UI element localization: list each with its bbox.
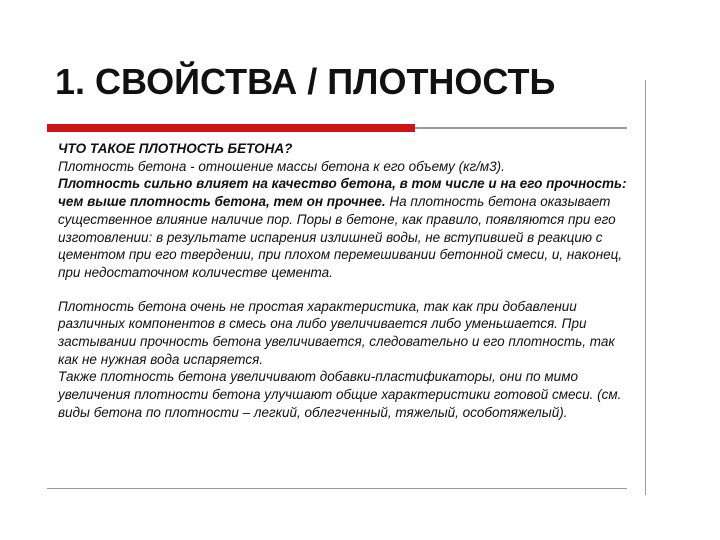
definition-text: Плотность бетона - отношение массы бетона к его объему (кг/м3). [58,158,505,174]
paragraph-3: Также плотность бетона увеличивают добавки-пластификаторы, они по мимо увеличения плотности бетона улучшают общие характеристики готовой смеси. (см. виды бетона по плотности – легкий, облегченный, тяжелый, особотяжелый). [58,369,622,420]
paragraph-1 [58,175,638,281]
right-vertical-rule [645,80,646,495]
slide-title: 1. СВОЙСТВА / ПЛОТНОСТЬ [55,61,556,102]
emphasis-text: Плотность сильно влияет на качество бетона, в том числе и на его прочность: чем выше плотность бетона, тем он прочнее. [58,176,627,210]
slide-body [58,140,638,422]
paragraph-1-text: На плотность бетона оказывает существенное влияние наличие пор. Поры в бетоне, как правило, появляются при его изготовлении: в результате испарения излишней воды, не вступившей в реакцию с цементом при его твердении, при плохом перемешивании бетонной смеси, и, наконец, при недостаточном количестве цемента. [58,194,623,280]
title-underline-red [47,124,415,132]
paragraph-2: Плотность бетона очень не простая характеристика, так как при добавлении различных компонентов в смесь она либо увеличивается либо уменьшается. При застывании прочность бетона увеличивается, следовательно и его плотность, так как не нужная вода испаряется. [58,298,615,367]
bottom-rule [47,488,627,489]
paragraph-gap [58,282,638,298]
section-heading: ЧТО ТАКОЕ ПЛОТНОСТЬ БЕТОНА? [58,141,293,156]
title-underline-gray [415,127,627,129]
